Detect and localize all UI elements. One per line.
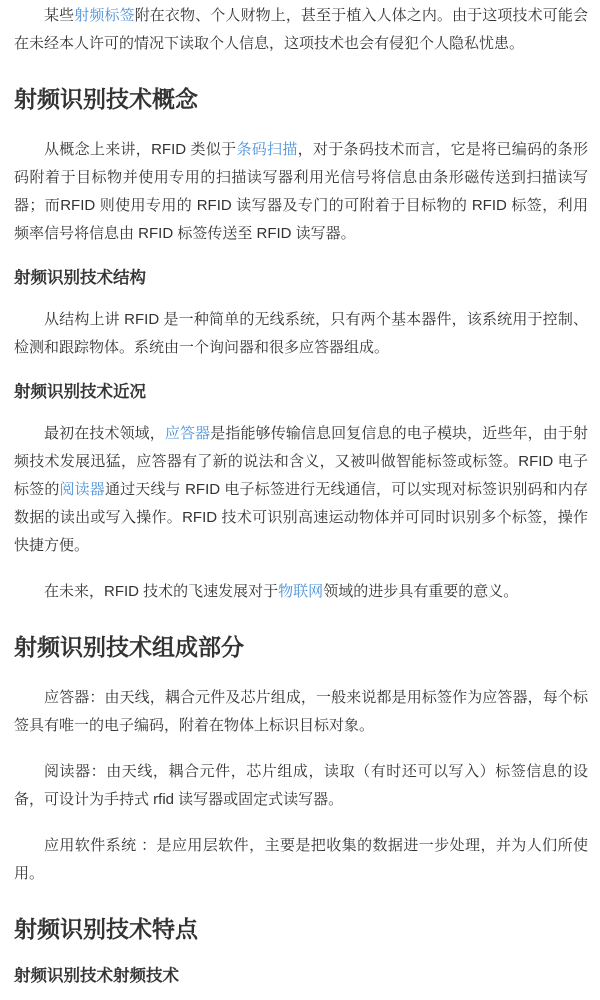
section-heading: 射频识别技术特点 (14, 916, 198, 942)
text-run: 通过天线与 RFID 电子标签进行无线通信，可以实现对标签识别码和内存数据的读出或写入操作。RFID 技术可识别高速运动物体并可同时识别多个标签，操作快捷方便。 (14, 481, 588, 554)
subsection-heading: 射频识别技术结构 (14, 269, 146, 287)
subsection-heading: 射频识别技术近况 (14, 383, 146, 401)
text-run: 从结构上讲 RFID 是一种简单的无线系统，只有两个基本器件，该系统用于控制、检测和跟踪物体。系统由一个询问器和很多应答器组成。 (14, 311, 588, 356)
subsection-heading: 射频识别技术射频技术 (14, 967, 179, 985)
paragraph (14, 832, 588, 888)
paragraph (14, 136, 588, 248)
paragraph (14, 684, 588, 740)
inline-link[interactable]: 物联网 (278, 583, 324, 600)
inline-link[interactable]: 应答器 (164, 425, 211, 442)
text-run: 领域的进步具有重要的意义。 (323, 583, 519, 600)
section-heading: 射频识别技术组成部分 (14, 634, 244, 660)
text-run: 在未来，RFID 技术的飞速发展对于 (44, 583, 279, 600)
text-run: 应答器：由天线，耦合元件及芯片组成，一般来说都是用标签作为应答器，每个标签具有唯一的电子编码，附着在物体上标识目标对象。 (14, 689, 588, 734)
inline-link[interactable]: 条码扫描 (236, 141, 298, 158)
paragraph (14, 758, 588, 814)
text-run: 从概念上来讲，RFID 类似于 (44, 141, 237, 158)
text-run: 附在衣物、个人财物上，甚至于植入人体之内。由于这项技术可能会在未经本人许可的情况下读取个人信息，这项技术也会有侵犯个人隐私忧患。 (14, 7, 588, 52)
inline-link[interactable]: 射频标签 (74, 7, 135, 24)
section-heading: 射频识别技术概念 (14, 86, 198, 112)
text-run: 是指能够传输信息回复信息的电子模块，近些年，由于射频技术发展迅猛，应答器有了新的说法和含义，又被叫做智能标签或标签。RFID 电子标签的 (14, 425, 588, 498)
text-run: 阅读器：由天线，耦合元件，芯片组成，读取（有时还可以写入）标签信息的设备，可设计为手持式 rfid 读写器或固定式读写器。 (14, 763, 588, 808)
inline-link[interactable]: 阅读器 (59, 481, 105, 498)
paragraph (14, 2, 588, 58)
text-run: 某些 (44, 7, 75, 24)
paragraph (14, 578, 588, 606)
paragraph (14, 420, 588, 560)
text-run: 最初在技术领域， (44, 425, 165, 442)
paragraph (14, 306, 588, 362)
text-run: 应用软件系统 ：是应用层软件，主要是把收集的数据进一步处理，并为人们所使用。 (14, 837, 588, 882)
text-run: ，对于条码技术而言，它是将已编码的条形码附着于目标物并使用专用的扫描读写器利用光信号将信息由条形磁传送到扫描读写器；而RFID 则使用专用的 RFID 读写器及专门的可附着于目标物的 RFID 标签，利用频率信号将信息由 RFID 标签传送至 RFID 读写器。 (14, 141, 588, 242)
